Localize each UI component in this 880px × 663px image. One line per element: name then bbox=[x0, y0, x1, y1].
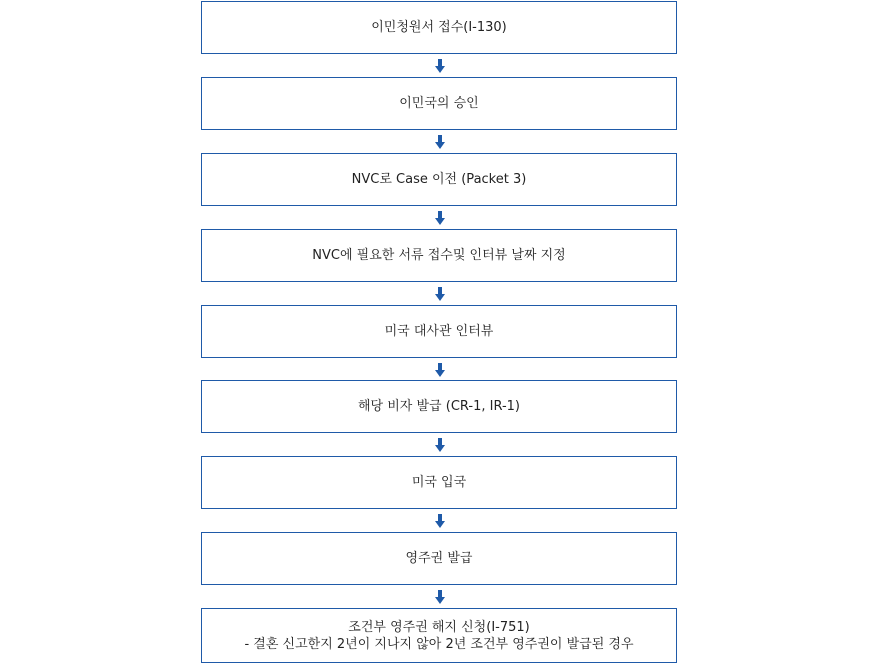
step-nvc-documents-interview-date bbox=[201, 229, 677, 282]
arrow-down-icon bbox=[433, 590, 447, 606]
arrow-down-icon bbox=[433, 514, 447, 530]
step-i751-condition-removal bbox=[201, 608, 677, 663]
step-label: NVC로 Case 이전 (Packet 3) bbox=[351, 172, 527, 187]
arrow-down-icon bbox=[433, 211, 447, 227]
step-label: 해당 비자 발급 (CR-1, IR-1) bbox=[358, 399, 520, 414]
step-label: 미국 대사관 인터뷰 bbox=[384, 324, 494, 339]
arrow-down-icon bbox=[433, 363, 447, 379]
step-visa-issuance bbox=[201, 380, 677, 433]
arrow-down-icon bbox=[433, 59, 447, 75]
step-label: 조건부 영주권 해지 신청(I-751) bbox=[348, 619, 530, 635]
step-label: NVC에 필요한 서류 접수및 인터뷰 날짜 지정 bbox=[312, 248, 566, 263]
step-nvc-transfer bbox=[201, 153, 677, 206]
arrow-down-icon bbox=[433, 287, 447, 303]
arrow-down-icon bbox=[433, 135, 447, 151]
arrow-down-icon bbox=[433, 438, 447, 454]
step-label: 미국 입국 bbox=[411, 475, 467, 490]
step-i130-petition bbox=[201, 1, 677, 54]
step-us-entry bbox=[201, 456, 677, 509]
step-note: - 결혼 신고한지 2년이 지나지 않아 2년 조건부 영주권이 발급된 경우 bbox=[244, 636, 634, 652]
step-label: 영주권 발급 bbox=[405, 551, 473, 566]
step-uscis-approval bbox=[201, 77, 677, 130]
step-label: 이민국의 승인 bbox=[399, 96, 479, 111]
step-green-card-issuance bbox=[201, 532, 677, 585]
step-embassy-interview bbox=[201, 305, 677, 358]
step-label: 이민청원서 접수(I-130) bbox=[371, 20, 507, 35]
